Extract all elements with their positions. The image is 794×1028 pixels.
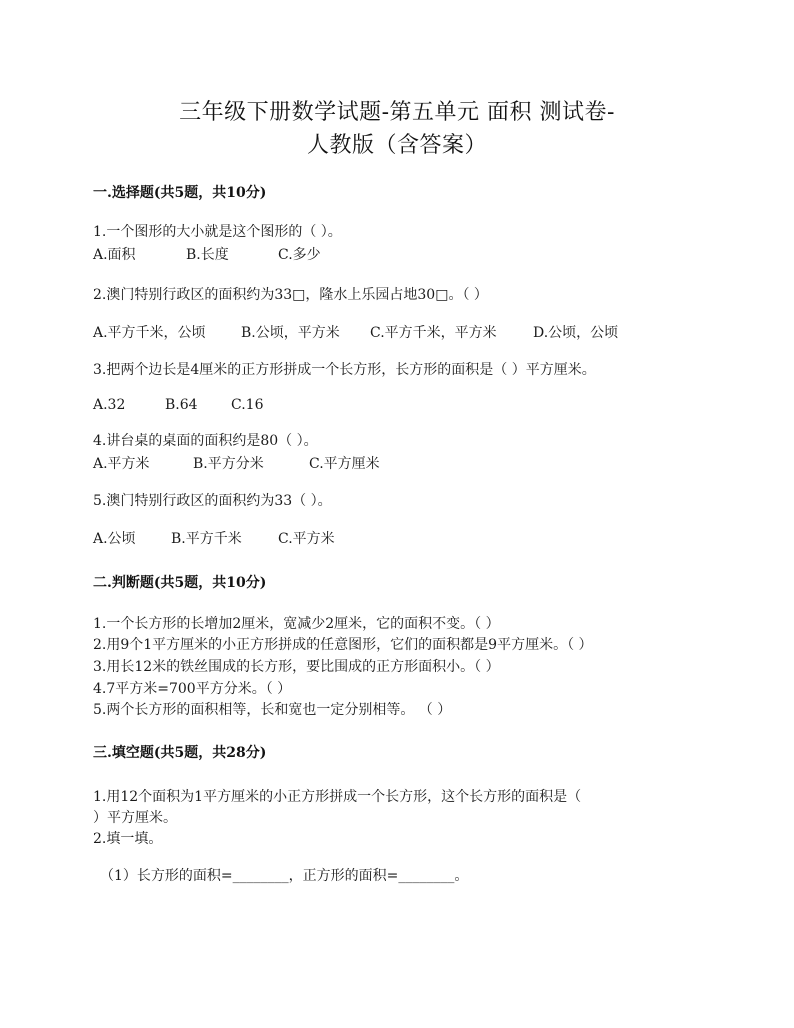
exam-title-line-2: 人教版（含答案） — [306, 133, 487, 158]
option-c: C.16 — [231, 397, 264, 413]
option-c: C.平方千米，平方米 — [370, 325, 497, 341]
choice-question-3: 3.把两个边长是4厘米的正方形拼成一个长方形，长方形的面积是（ ）平方厘米。 — [93, 362, 596, 378]
option-b: B.64 — [165, 397, 198, 413]
fill-question-2: 2.填一填。 — [93, 831, 163, 847]
section-heading-judge: 二.判断题(共5题，共10分) — [93, 575, 267, 591]
judge-question-1: 1.一个长方形的长增加2厘米，宽减少2厘米，它的面积不变。（ ） — [93, 616, 500, 632]
option-a: A.面积 — [93, 247, 136, 263]
choice-question-1: 1.一个图形的大小就是这个图形的（ ）。 — [93, 224, 342, 240]
choice-question-5: 5.澳门特别行政区的面积约为33（ ）。 — [93, 493, 332, 509]
option-d: D.公顷，公顷 — [533, 325, 619, 341]
choice-question-4: 4.讲台桌的桌面的面积约是80（ ）。 — [93, 433, 318, 449]
choice-question-2: 2.澳门特别行政区的面积约为33□，隆水上乐园占地30□。（ ） — [93, 287, 488, 303]
judge-question-4: 4.7平方米=700平方分米。（ ） — [93, 681, 292, 697]
option-c: C.平方米 — [278, 531, 335, 547]
option-a: A.平方米 — [93, 456, 150, 472]
option-c: C.平方厘米 — [309, 456, 380, 472]
exam-title-line-1: 三年级下册数学试题-第五单元 面积 测试卷- — [179, 100, 615, 125]
fill-question-1-line-2: ）平方厘米。 — [93, 810, 177, 826]
option-a: A.32 — [93, 397, 126, 413]
section-heading-choice: 一.选择题(共5题，共10分) — [93, 185, 267, 201]
option-b: B.平方千米 — [171, 531, 242, 547]
option-b: B.平方分米 — [193, 456, 264, 472]
fill-question-2-sub-1: （1）长方形的面积=________，正方形的面积=________。 — [100, 868, 469, 884]
judge-question-2: 2.用9个1平方厘米的小正方形拼成的任意图形，它们的面积都是9平方厘米。（ ） — [93, 637, 593, 653]
judge-question-5: 5.两个长方形的面积相等，长和宽也一定分别相等。 （ ） — [93, 702, 452, 718]
option-a: A.公顷 — [93, 531, 136, 547]
section-heading-fill: 三.填空题(共5题，共28分) — [93, 745, 267, 761]
option-a: A.平方千米，公顷 — [93, 325, 206, 341]
fill-question-1-line-1: 1.用12个面积为1平方厘米的小正方形拼成一个长方形，这个长方形的面积是（ — [93, 789, 582, 805]
option-c: C.多少 — [278, 247, 321, 263]
option-b: B.公顷，平方米 — [241, 325, 340, 341]
option-b: B.长度 — [186, 247, 229, 263]
judge-question-3: 3.用长12米的铁丝围成的长方形，要比围成的正方形面积小。（ ） — [93, 659, 500, 675]
